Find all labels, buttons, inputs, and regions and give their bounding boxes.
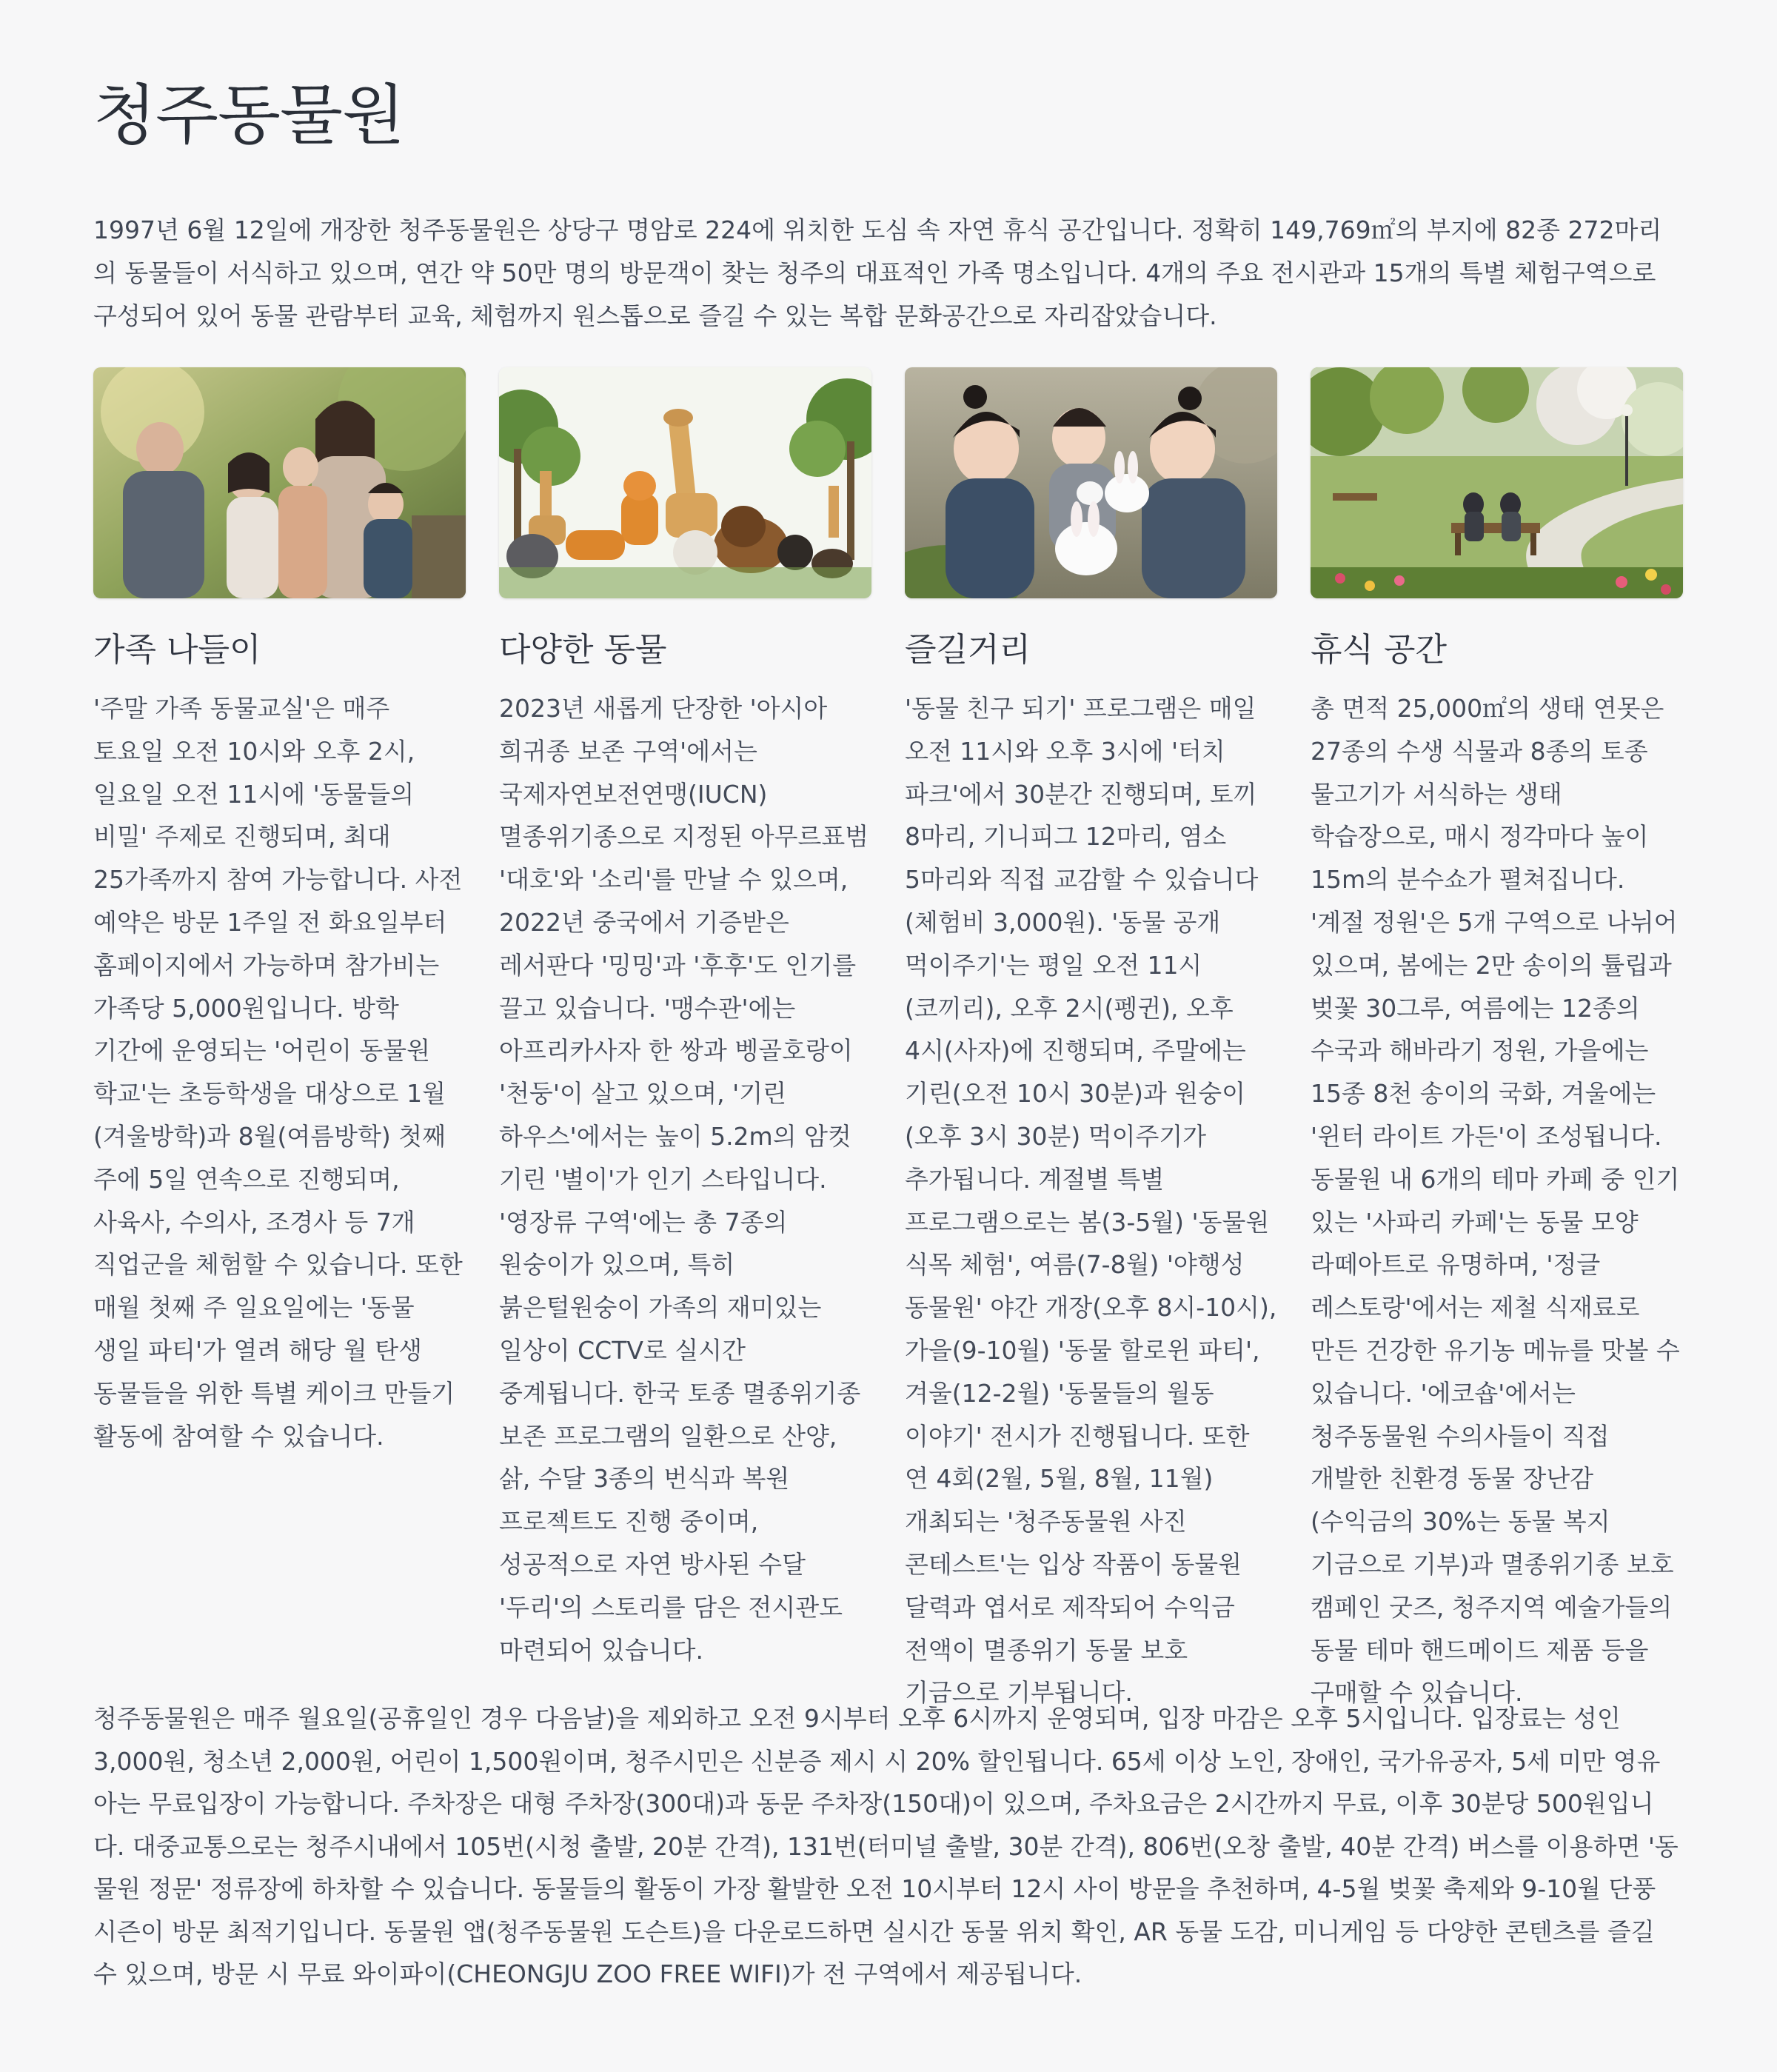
animals-photo <box>499 367 871 598</box>
feature-family-body: '주말 가족 동물교실'은 매주 토요일 오전 10시와 오후 2시, 일요일 오전 11시에 '동물들의 비밀' 주제로 진행되며, 최대 25가족까지 참여 가능합니다. 사전 예약은 방문 1주일 전 화요일부터 홈페이지에서 가능하며 참가비는 가족당 5,000원입니다. 방학 기간에 운영되는 '어린이 동물원 학교'는 초등학생을 대상으로 1월(겨울방학)과 8월(여름방학) 첫째 주에 5일 연속으로 진행되며, 사육사, 수의사, 조경사 등 7개 직업군을 체험할 수 있습니다. 또한 매월 첫째 주 일요일에는 '동물 생일 파티'가 열려 해당 월 탄생 동물들을 위한 특별 케이크 만들기 활동에 참여할 수 있습니다. <box>93 694 463 1451</box>
family-photo <box>93 367 466 598</box>
feature-family-heading: 가족 나들이 <box>93 631 261 669</box>
feature-animals-heading: 다양한 동물 <box>499 631 667 669</box>
feature-activities-heading: 즐길거리 <box>905 631 1031 669</box>
feature-rest-heading: 휴식 공간 <box>1311 631 1448 669</box>
feature-family <box>93 367 466 1714</box>
feature-animals-body: 2023년 새롭게 단장한 '아시아 희귀종 보존 구역'에서는 국제자연보전연맹(IUCN) 멸종위기종으로 지정된 아무르표범 '대호'와 '소리'를 만날 수 있으며, 2022년 중국에서 기증받은 레서판다 '밍밍'과 '후후'도 인기를 끌고 있습니다. '맹수관'에는 아프리카사자 한 쌍과 벵골호랑이 '천둥'이 살고 있으며, '기린 하우스'에서는 높이 5.2m의 암컷 기린 '별이'가 인기 스타입니다. '영장류 구역'에는 총 7종의 원숭이가 있으며, 특히 붉은털원숭이 가족의 재미있는 일상이 CCTV로 실시간 중계됩니다. 한국 토종 멸종위기종 보존 프로그램의 일환으로 산양, 삵, 수달 3종의 번식과 복원 프로젝트도 진행 중이며, 성공적으로 자연 방사된 수달 '두리'의 스토리를 담은 전시관도 마련되어 있습니다. <box>499 694 869 1665</box>
page-title: 청주동물원 <box>93 77 405 153</box>
feature-rest-body: 총 면적 25,000㎡의 생태 연못은 27종의 수생 식물과 8종의 토종 물고기가 서식하는 생태 학습장으로, 매시 정각마다 높이 15m의 분수쇼가 펼쳐집니다. '계절 정원'은 5개 구역으로 나뉘어 있으며, 봄에는 2만 송이의 튤립과 벚꽃 30그루, 여름에는 12종의 수국과 해바라기 정원, 가을에는 15종 8천 송이의 국화, 겨울에는 '윈터 라이트 가든'이 조성됩니다. 동물원 내 6개의 테마 카페 중 인기 있는 '사파리 카페'는 동물 모양 라떼아트로 유명하며, '정글 레스토랑'에서는 제철 식재료로 만든 건강한 유기농 메뉴를 맛볼 수 있습니다. '에코숍'에서는 청주동물원 수의사들이 직접 개발한 친환경 동물 장난감(수익금의 30%는 동물 복지 기금으로 기부)과 멸종위기종 보호 캠페인 굿즈, 청주지역 예술가들의 동물 테마 핸드메이드 제품 등을 구매할 수 있습니다. <box>1311 694 1680 1708</box>
intro-paragraph: 1997년 6월 12일에 개장한 청주동물원은 상당구 명암로 224에 위치한 도심 속 자연 휴식 공간입니다. 정확히 149,769㎡의 부지에 82종 272마리의 동물들이 서식하고 있으며, 연간 약 50만 명의 방문객이 찾는 청주의 대표적인 가족 명소입니다. 4개의 주요 전시관과 15개의 특별 체험구역으로 구성되어 있어 동물 관람부터 교육, 체험까지 원스톱으로 즐길 수 있는 복합 문화공간으로 자리잡았습니다. <box>93 215 1662 330</box>
feature-activities <box>905 367 1277 1714</box>
feature-rest <box>1311 367 1683 1714</box>
feature-columns <box>93 367 1684 1714</box>
visitor-info-paragraph: 청주동물원은 매주 월요일(공휴일인 경우 다음날)을 제외하고 오전 9시부터 오후 6시까지 운영되며, 입장 마감은 오후 5시입니다. 입장료는 성인 3,000원, 청소년 2,000원, 어린이 1,500원이며, 청주시민은 신분증 제시 시 20% 할인됩니다. 65세 이상 노인, 장애인, 국가유공자, 5세 미만 영유아는 무료입장이 가능합니다. 주차장은 대형 주차장(300대)과 동문 주차장(150대)이 있으며, 주차요금은 2시간까지 무료, 이후 30분당 500원입니다. 대중교통으로는 청주시내에서 105번(시청 출발, 20분 간격), 131번(터미널 출발, 30분 간격), 806번(오창 출발, 40분 간격) 버스를 이용하면 '동물원 정문' 정류장에 하차할 수 있습니다. 동물들의 활동이 가장 활발한 오전 10시부터 12시 사이 방문을 추천하며, 4-5월 벚꽃 축제와 9-10월 단풍 시즌이 방문 최적기입니다. 동물원 앱(청주동물원 도슨트)을 다운로드하면 실시간 동물 위치 확인, AR 동물 도감, 미니게임 등 다양한 콘텐츠를 즐길 수 있으며, 방문 시 무료 와이파이(CHEONGJU ZOO FREE WIFI)가 전 구역에서 제공됩니다. <box>93 1704 1679 1988</box>
feature-activities-body: '동물 친구 되기' 프로그램은 매일 오전 11시와 오후 3시에 '터치 파크'에서 30분간 진행되며, 토끼 8마리, 기니피그 12마리, 염소 5마리와 직접 교감할 수 있습니다(체험비 3,000원). '동물 공개 먹이주기'는 평일 오전 11시(코끼리), 오후 2시(펭귄), 오후 4시(사자)에 진행되며, 주말에는 기린(오전 10시 30분)과 원숭이(오후 3시 30분) 먹이주기가 추가됩니다. 계절별 특별 프로그램으로는 봄(3-5월) '동물원 식목 체험', 여름(7-8월) '야행성 동물원' 야간 개장(오후 8시-10시), 가을(9-10월) '동물 할로윈 파티', 겨울(12-2월) '동물들의 월동 이야기' 전시가 진행됩니다. 또한 연 4회(2월, 5월, 8월, 11월) 개최되는 '청주동물원 사진 콘테스트'는 입상 작품이 동물원 달력과 엽서로 제작되어 수익금 전액이 멸종위기 동물 보호 기금으로 기부됩니다. <box>905 694 1277 1708</box>
feature-animals <box>499 367 871 1714</box>
kids-rabbits-photo <box>905 367 1277 598</box>
park-photo <box>1311 367 1683 598</box>
